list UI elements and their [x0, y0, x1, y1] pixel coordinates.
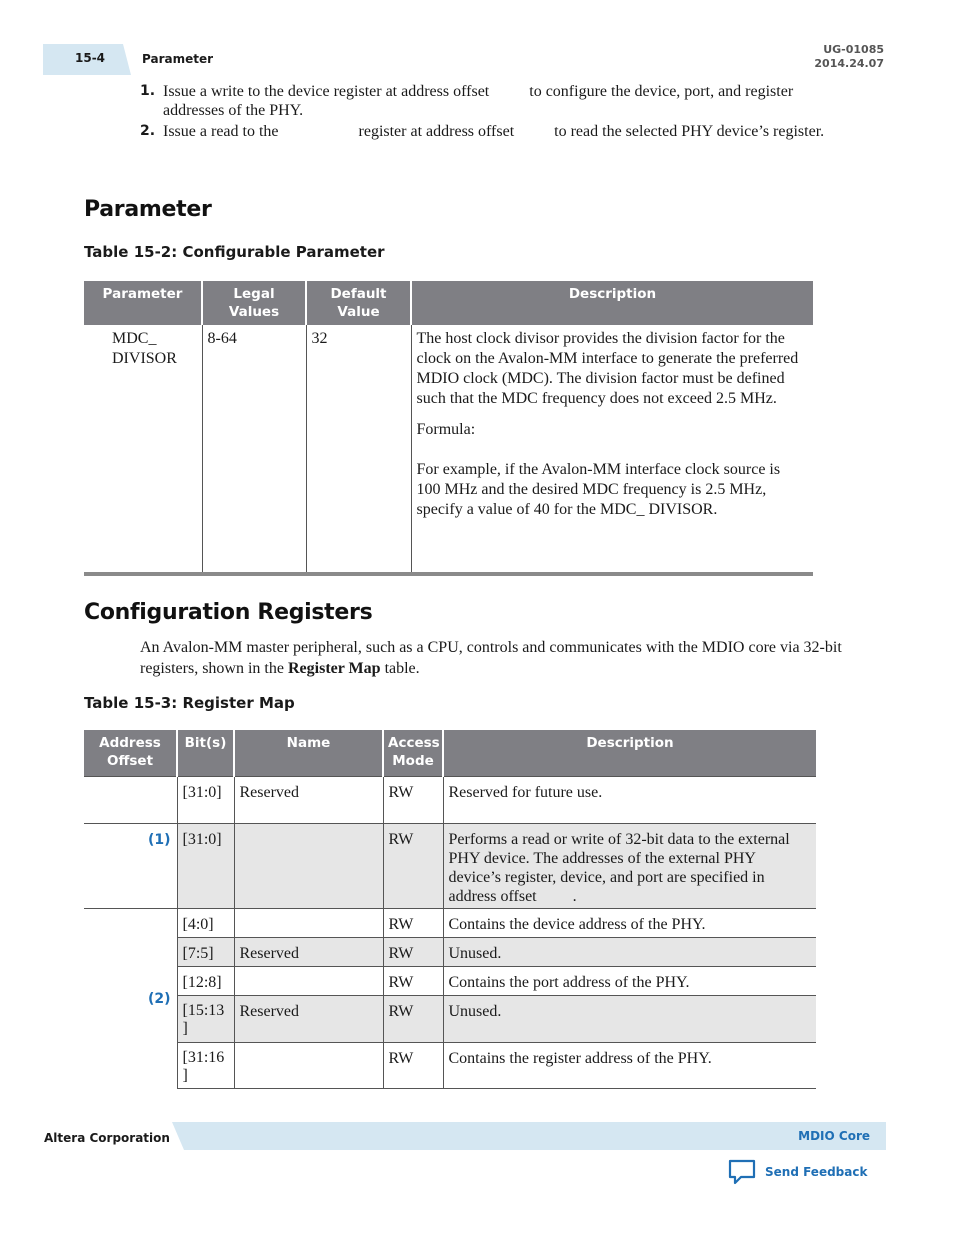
register-name [234, 1043, 383, 1089]
bits: [31:0] [177, 777, 234, 824]
access-mode: RW [383, 996, 443, 1043]
register-name: Reserved [234, 777, 383, 824]
table-header-row [84, 281, 813, 325]
access-mode: RW [383, 1043, 443, 1089]
table-header-row [84, 730, 816, 777]
table-15-3-caption: Table 15-3: Register Map [84, 694, 295, 712]
access-mode: RW [383, 777, 443, 824]
register-description: Unused. [443, 938, 816, 967]
address-offset-footnote[interactable]: (1) [84, 824, 177, 909]
register-name [234, 909, 383, 938]
step-text: Issue a write to the device register at address offset to configure the device, port, and register addresses of the PHY. [163, 83, 798, 119]
table-row [84, 909, 816, 938]
column-header: Parameter [84, 281, 202, 325]
register-map-link-text: Register Map [287, 660, 381, 677]
table-row [84, 1043, 816, 1089]
intro-text: An Avalon-MM master peripheral, such as a CPU, controls and communicates with the MDIO core via 32-bit registers, shown in the [140, 639, 842, 677]
description-paragraph: The host clock divisor provides the division factor for the clock on the Avalon-MM interface to generate the preferred MDIO clock (MDC). The division factor must be defined such that the MDC frequency does not exceed 2.5 MHz. [416, 330, 799, 407]
register-name: Reserved [234, 996, 383, 1043]
register-name [234, 824, 383, 909]
register-description: Contains the device address of the PHY. [443, 909, 816, 938]
bits: [4:0] [177, 909, 234, 938]
register-description: Contains the register address of the PHY. [443, 1043, 816, 1089]
bits: [12:8] [177, 967, 234, 996]
parameter-description [411, 325, 813, 574]
address-offset-footnote[interactable]: (2) [84, 909, 177, 1089]
register-description: Unused. [443, 996, 816, 1043]
column-header: Access Mode [383, 730, 443, 777]
access-mode: RW [383, 967, 443, 996]
table-row [84, 967, 816, 996]
access-mode: RW [383, 938, 443, 967]
table-15-2-caption: Table 15-2: Configurable Parameter [84, 243, 385, 261]
bits: [31:16 ] [177, 1043, 234, 1089]
parameter-name: MDC_ DIVISOR [84, 325, 202, 574]
configuration-registers-heading: Configuration Registers [84, 600, 373, 625]
speech-bubble-icon [727, 1158, 757, 1186]
access-mode: RW [383, 909, 443, 938]
header-doc-info [814, 43, 884, 71]
column-header: Description [411, 281, 813, 325]
footer-company: Altera Corporation [44, 1131, 170, 1145]
default-value: 32 [306, 325, 411, 574]
doc-date: 2014.24.07 [814, 57, 884, 70]
parameter-heading: Parameter [84, 197, 212, 222]
step-number: 1. [140, 83, 156, 99]
page-number: 15-4 [75, 51, 106, 65]
intro-text-end: table. [380, 660, 420, 677]
address-offset [84, 777, 177, 824]
column-header: Address Offset [84, 730, 177, 777]
description-example: For example, if the Avalon-MM interface clock source is 100 MHz and the desired MDC frequency is 2.5 MHz, specify a value of 40 for the MDC_ DIVISOR. [416, 461, 781, 518]
column-header: Legal Values [202, 281, 306, 325]
column-header: Bit(s) [177, 730, 234, 777]
formula-label: Formula: [416, 421, 476, 438]
configurable-parameter-table [84, 281, 813, 576]
legal-values: 8-64 [202, 325, 306, 574]
send-feedback-label: Send Feedback [765, 1165, 868, 1179]
bits: [15:13 ] [177, 996, 234, 1043]
step-number: 2. [140, 123, 156, 139]
column-header: Description [443, 730, 816, 777]
column-header: Name [234, 730, 383, 777]
doc-id: UG-01085 [823, 43, 884, 56]
step-text: Issue a read to the register at address offset to read the selected PHY device’s register. [163, 123, 825, 140]
header-section-title: Parameter [142, 52, 214, 66]
bits: [31:0] [177, 824, 234, 909]
register-description: Contains the port address of the PHY. [443, 967, 816, 996]
intro-paragraph [140, 637, 860, 679]
send-feedback-link[interactable] [727, 1158, 867, 1186]
register-description: Reserved for future use. [443, 777, 816, 824]
footer-doc-title[interactable]: MDIO Core [798, 1129, 870, 1143]
table-row [84, 777, 816, 824]
bits: [7:5] [177, 938, 234, 967]
register-name: Reserved [234, 938, 383, 967]
column-header: Default Value [306, 281, 411, 325]
table-row [84, 325, 813, 574]
register-name [234, 967, 383, 996]
register-map-table [84, 730, 816, 1089]
access-mode: RW [383, 824, 443, 909]
register-description: Performs a read or write of 32-bit data to the external PHY device. The addresses of the external PHY device’s register, device, and port are specified in address offset . [443, 824, 816, 909]
table-row [84, 938, 816, 967]
table-row [84, 996, 816, 1043]
footer-bar [172, 1122, 886, 1150]
table-row [84, 824, 816, 909]
